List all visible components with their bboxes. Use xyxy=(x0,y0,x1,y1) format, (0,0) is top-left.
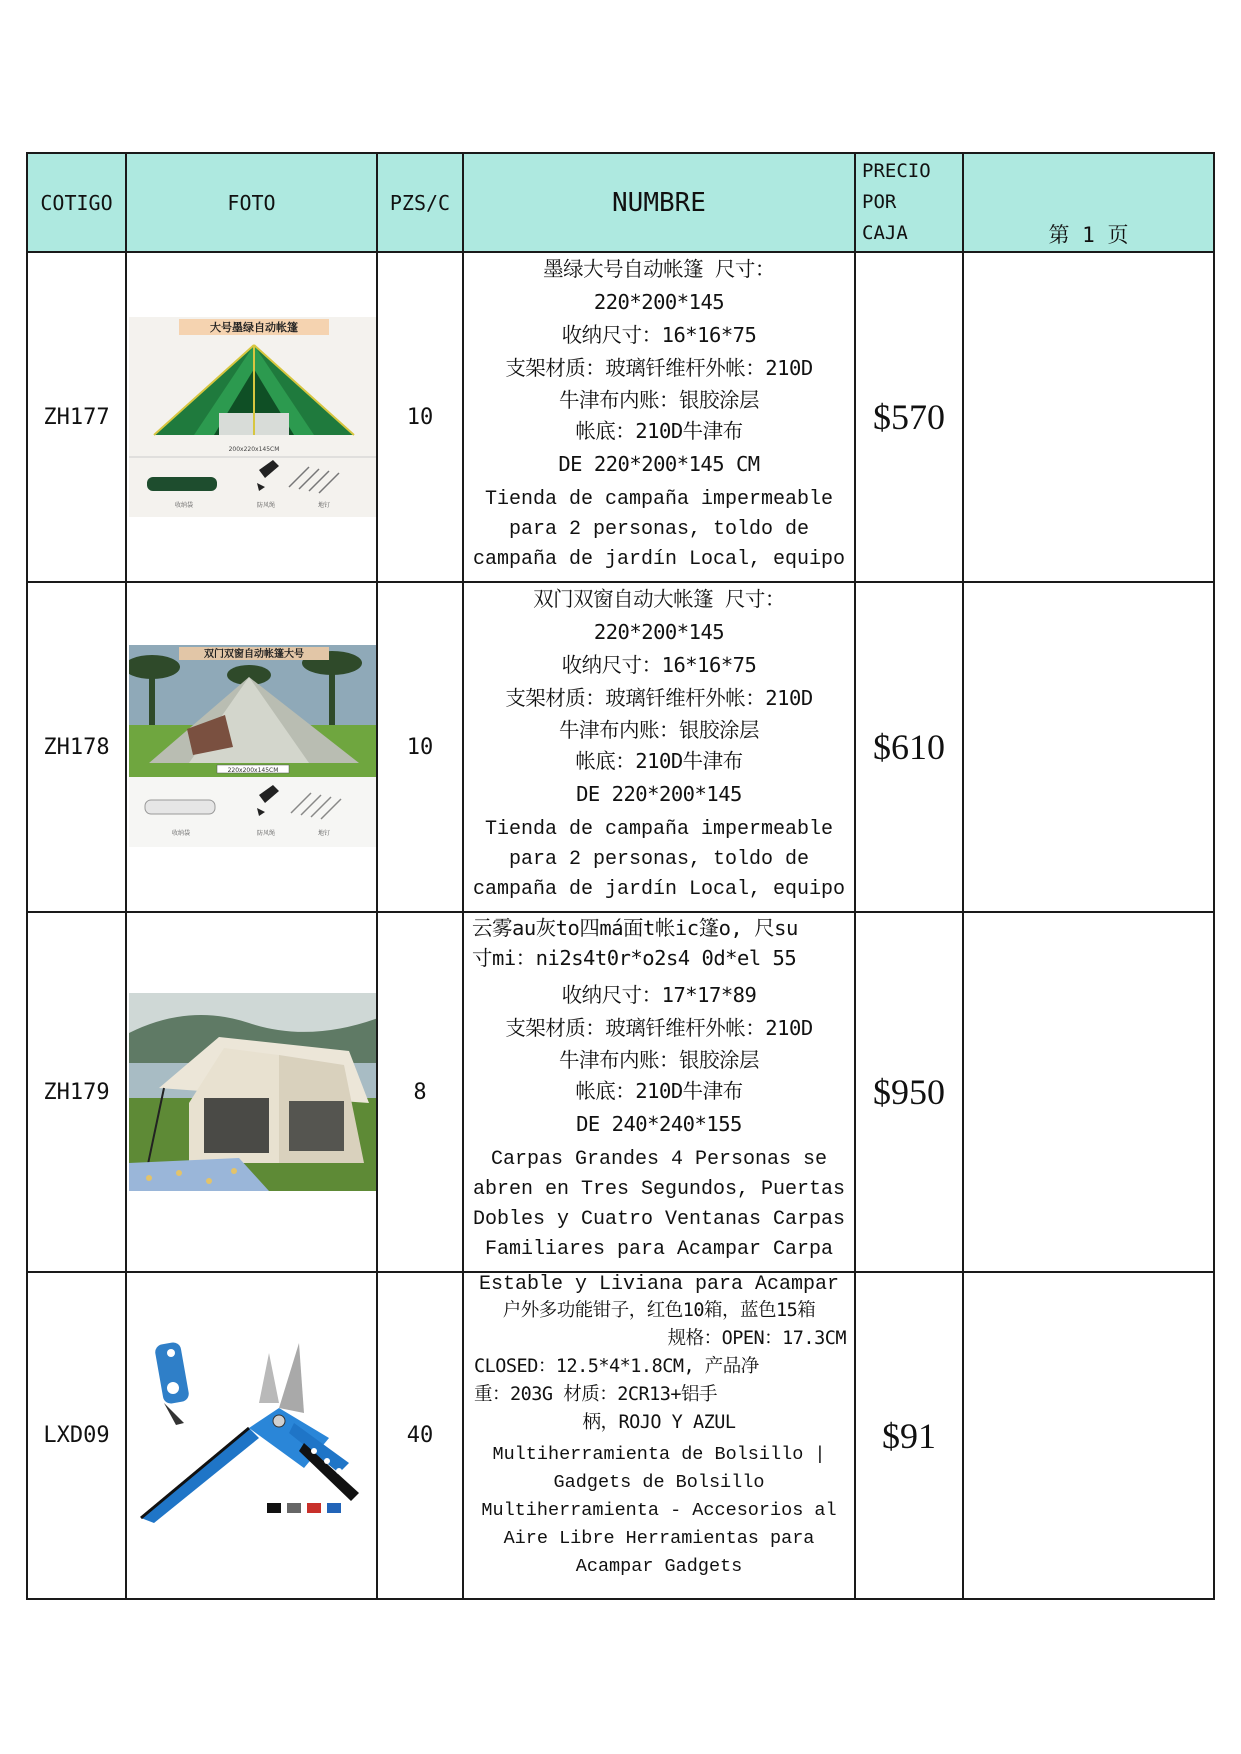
tent-green-photo xyxy=(129,317,376,517)
photo-size: 200x220x145CM xyxy=(228,446,280,453)
empty-cell xyxy=(963,252,1214,582)
desc-spanish-line: Estable y Liviana para Acampar xyxy=(478,1273,840,1296)
desc-spanish-line: campaña de jardín Local, equipo xyxy=(472,878,846,901)
spec-line: 柄，ROJO Y AZUL xyxy=(582,1412,736,1433)
photo-title: 大号墨绿自动帐篷 xyxy=(210,321,298,334)
desc-line: 帐底：210D牛津布 xyxy=(575,749,743,773)
desc-spanish-line: Familiares para Acampar Carpa xyxy=(484,1238,834,1261)
header-price-line3: CAJA xyxy=(862,222,908,244)
tent-cream-photo xyxy=(129,993,376,1191)
desc-line: 支架材质：玻璃钎维杆外帐：210D xyxy=(505,1016,813,1040)
desc-line: 双门双窗自动大帐篷 尺寸： xyxy=(533,587,785,611)
header-qty: PZS/C xyxy=(377,153,463,252)
product-code: ZH177 xyxy=(27,252,126,582)
table-row xyxy=(27,582,1214,912)
product-code: LXD09 xyxy=(27,1272,126,1599)
photo-label-rope: 防风绳 xyxy=(256,502,276,509)
product-description xyxy=(463,1272,855,1599)
spec-line: 户外多功能钳子，红色10箱，蓝色15箱 xyxy=(502,1300,816,1321)
header-name: NUMBRE xyxy=(463,153,855,252)
desc-spanish-line: Aire Libre Herramientas para xyxy=(503,1528,815,1549)
product-code: ZH178 xyxy=(27,582,126,912)
spec-line: CLOSED：12.5*4*1.8CM, 产品净 xyxy=(474,1356,759,1377)
desc-line: 支架材质：玻璃钎维杆外帐：210D xyxy=(505,356,813,380)
desc-spanish-line: Carpas Grandes 4 Personas se xyxy=(490,1148,828,1171)
header-photo: FOTO xyxy=(126,153,377,252)
desc-spanish-line: Multiherramienta - Accesorios al xyxy=(481,1500,837,1521)
desc-line: 墨绿大号自动帐篷 尺寸： xyxy=(543,257,775,281)
product-photo-cell xyxy=(126,252,377,582)
spec-line: 重：203G 材质：2CR13+铝手 xyxy=(474,1384,718,1405)
desc-line: 云雾au灰to四má面t帐ic篷o, 尺su xyxy=(472,916,798,940)
pieces-per-box: 10 xyxy=(377,582,463,912)
header-price-line1: PRECIO xyxy=(862,160,931,182)
desc-spanish-line: Acampar Gadgets xyxy=(575,1556,743,1577)
desc-line: DE 220*200*145 CM xyxy=(558,452,760,476)
photo-label-bag: 收纳袋 xyxy=(174,502,194,509)
price-per-box: $91 xyxy=(855,1272,963,1599)
table-row xyxy=(27,912,1214,1272)
product-code: ZH179 xyxy=(27,912,126,1272)
desc-line: 牛津布内账：银胶涂层 xyxy=(559,718,759,742)
pieces-per-box: 8 xyxy=(377,912,463,1272)
desc-spanish-line: Multiherramienta de Bolsillo | xyxy=(492,1444,826,1465)
table-row xyxy=(27,252,1214,582)
product-description xyxy=(463,582,855,912)
desc-line: 帐底：210D牛津布 xyxy=(575,419,743,443)
product-photo-cell xyxy=(126,1272,377,1599)
photo-label-bag: 收纳袋 xyxy=(171,830,191,837)
desc-line: 收纳尺寸：16*16*75 xyxy=(561,323,757,347)
product-photo-cell xyxy=(126,582,377,912)
desc-line: 收纳尺寸：16*16*75 xyxy=(561,653,757,677)
product-photo-cell xyxy=(126,912,377,1272)
desc-line: 220*200*145 xyxy=(593,620,725,644)
table-row xyxy=(27,1272,1214,1599)
price-per-box: $950 xyxy=(855,912,963,1272)
product-description xyxy=(463,912,855,1272)
photo-label-rope: 防风绳 xyxy=(256,830,276,837)
pieces-per-box: 40 xyxy=(377,1272,463,1599)
desc-line: DE 220*200*145 xyxy=(576,782,742,806)
desc-spanish-line: para 2 personas, toldo de xyxy=(508,518,810,541)
page-number: 第 1 页 xyxy=(963,153,1214,252)
desc-spanish-line: abren en Tres Segundos, Puertas xyxy=(472,1178,846,1201)
desc-spanish-line: Gadgets de Bolsillo xyxy=(553,1472,765,1493)
photo-title: 双门双窗自动帐篷大号 xyxy=(204,649,304,660)
product-description xyxy=(463,252,855,582)
photo-label-stakes: 地钉 xyxy=(317,830,331,837)
desc-spanish-line: Dobles y Cuatro Ventanas Carpas xyxy=(472,1208,846,1231)
header-price xyxy=(855,153,963,252)
desc-line: 寸mi：ni2s4t0r*o2s4 0d*el 55 xyxy=(472,946,797,970)
desc-spanish-line: Tienda de campaña impermeable xyxy=(484,818,834,841)
desc-line: 牛津布内账：银胶涂层 xyxy=(559,388,759,412)
photo-label-stakes: 地钉 xyxy=(317,502,331,509)
header-price-line2: POR xyxy=(862,191,897,213)
table-header-row xyxy=(27,153,1214,252)
photo-size: 220x200x145CM xyxy=(227,767,279,774)
desc-line: DE 240*240*155 xyxy=(576,1112,742,1136)
desc-line: 帐底：210D牛津布 xyxy=(575,1079,743,1103)
desc-line: 220*200*145 xyxy=(593,290,725,314)
desc-line: 收纳尺寸：17*17*89 xyxy=(561,983,757,1007)
spec-line: 规格：OPEN：17.3CM xyxy=(667,1328,846,1349)
desc-spanish-line: para 2 personas, toldo de xyxy=(508,848,810,871)
tent-grey-photo xyxy=(129,645,376,847)
empty-cell xyxy=(963,582,1214,912)
multitool-photo xyxy=(129,1333,376,1543)
desc-spanish-line: campaña de jardín Local, equipo xyxy=(472,548,846,571)
desc-line: 支架材质：玻璃钎维杆外帐：210D xyxy=(505,686,813,710)
desc-spanish-line: Tienda de campaña impermeable xyxy=(484,488,834,511)
product-table xyxy=(26,152,1215,1600)
pieces-per-box: 10 xyxy=(377,252,463,582)
desc-line: 牛津布内账：银胶涂层 xyxy=(559,1048,759,1072)
header-code: COTIGO xyxy=(27,153,126,252)
empty-cell xyxy=(963,912,1214,1272)
price-per-box: $570 xyxy=(855,252,963,582)
price-per-box: $610 xyxy=(855,582,963,912)
empty-cell xyxy=(963,1272,1214,1599)
